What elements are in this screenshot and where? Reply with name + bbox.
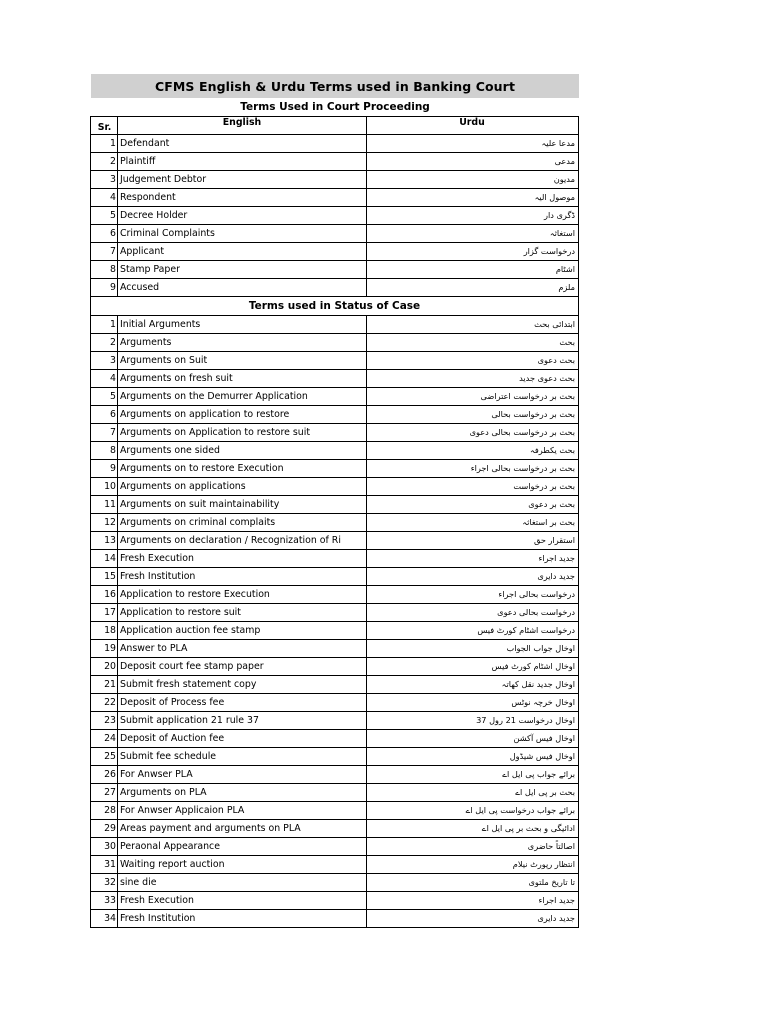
row-urdu-term: جدید اجراء	[367, 892, 579, 910]
row-sr-number: 4	[91, 189, 118, 207]
table-row	[91, 352, 579, 370]
row-sr-number: 9	[91, 460, 118, 478]
table-row	[91, 766, 579, 784]
row-english-term: Fresh Institution	[118, 910, 367, 928]
row-english-term: Waiting report auction	[118, 856, 367, 874]
row-sr-number: 12	[91, 514, 118, 532]
row-english-term: Initial Arguments	[118, 316, 367, 334]
row-urdu-term: بحث بر دعوی	[367, 496, 579, 514]
table-row	[91, 658, 579, 676]
row-urdu-term: مدیون	[367, 171, 579, 189]
row-urdu-term: جدید دایری	[367, 568, 579, 586]
row-sr-number: 29	[91, 820, 118, 838]
row-english-term: Arguments on PLA	[118, 784, 367, 802]
row-urdu-term: مدعا علیہ	[367, 135, 579, 153]
terms-sheet	[91, 74, 579, 928]
row-english-term: Arguments on criminal complaits	[118, 514, 367, 532]
row-sr-number: 3	[91, 352, 118, 370]
row-urdu-term: برائے جواب پی ایل اے	[367, 766, 579, 784]
row-english-term: For Anwser Applicaion PLA	[118, 802, 367, 820]
table-row	[91, 316, 579, 334]
table-row	[91, 802, 579, 820]
row-sr-number: 23	[91, 712, 118, 730]
row-urdu-term: ابتدائی بحث	[367, 316, 579, 334]
row-urdu-term: اوخال درخواست 21 رول 37	[367, 712, 579, 730]
row-sr-number: 26	[91, 766, 118, 784]
row-sr-number: 18	[91, 622, 118, 640]
table-row	[91, 243, 579, 261]
table-row	[91, 910, 579, 928]
row-urdu-term: بحث بر استغاثہ	[367, 514, 579, 532]
table-row	[91, 550, 579, 568]
table-row	[91, 514, 579, 532]
row-english-term: Arguments on suit maintainability	[118, 496, 367, 514]
row-urdu-term: اشٹام	[367, 261, 579, 279]
row-urdu-term: استقرار حق	[367, 532, 579, 550]
column-header-urdu: Urdu	[367, 117, 579, 135]
row-sr-number: 2	[91, 153, 118, 171]
row-sr-number: 19	[91, 640, 118, 658]
row-english-term: Applicant	[118, 243, 367, 261]
row-urdu-term: اوخال خرچہ نوٹس	[367, 694, 579, 712]
row-sr-number: 11	[91, 496, 118, 514]
row-urdu-term: اوخال جواب الجواب	[367, 640, 579, 658]
row-sr-number: 6	[91, 225, 118, 243]
row-urdu-term: جدید اجراء	[367, 550, 579, 568]
row-sr-number: 22	[91, 694, 118, 712]
table-row	[91, 334, 579, 352]
row-sr-number: 14	[91, 550, 118, 568]
row-sr-number: 13	[91, 532, 118, 550]
row-urdu-term: برائے جواب درخواست پی ایل اے	[367, 802, 579, 820]
row-english-term: Arguments on the Demurrer Application	[118, 388, 367, 406]
table-row	[91, 225, 579, 243]
table-row	[91, 279, 579, 297]
row-urdu-term: بحث یکطرفہ	[367, 442, 579, 460]
table-row	[91, 153, 579, 171]
row-urdu-term: بحث دعوی	[367, 352, 579, 370]
row-sr-number: 27	[91, 784, 118, 802]
row-english-term: Deposit of Process fee	[118, 694, 367, 712]
table-row	[91, 478, 579, 496]
row-sr-number: 9	[91, 279, 118, 297]
table-row	[91, 568, 579, 586]
table-row	[91, 370, 579, 388]
row-sr-number: 4	[91, 370, 118, 388]
row-english-term: Decree Holder	[118, 207, 367, 225]
row-english-term: Arguments on Suit	[118, 352, 367, 370]
document-title: CFMS English & Urdu Terms used in Banking Court	[91, 74, 579, 98]
table-row	[91, 261, 579, 279]
table-row	[91, 676, 579, 694]
row-english-term: Submit application 21 rule 37	[118, 712, 367, 730]
row-english-term: Application to restore Execution	[118, 586, 367, 604]
row-english-term: Application auction fee stamp	[118, 622, 367, 640]
row-sr-number: 28	[91, 802, 118, 820]
table-row	[91, 135, 579, 153]
row-sr-number: 32	[91, 874, 118, 892]
row-english-term: Criminal Complaints	[118, 225, 367, 243]
row-english-term: Arguments on fresh suit	[118, 370, 367, 388]
row-urdu-term: درخواست اشٹام کورٹ فیس	[367, 622, 579, 640]
table-row	[91, 712, 579, 730]
row-sr-number: 5	[91, 207, 118, 225]
table-row	[91, 640, 579, 658]
row-english-term: Fresh Execution	[118, 550, 367, 568]
row-english-term: Application to restore suit	[118, 604, 367, 622]
row-english-term: Peraonal Appearance	[118, 838, 367, 856]
row-english-term: Arguments on Application to restore suit	[118, 424, 367, 442]
row-sr-number: 8	[91, 261, 118, 279]
row-english-term: Judgement Debtor	[118, 171, 367, 189]
row-urdu-term: اوخال اشٹام کورٹ فیس	[367, 658, 579, 676]
row-urdu-term: بحث	[367, 334, 579, 352]
row-english-term: Answer to PLA	[118, 640, 367, 658]
row-sr-number: 15	[91, 568, 118, 586]
table-row	[91, 874, 579, 892]
row-sr-number: 20	[91, 658, 118, 676]
table-row	[91, 892, 579, 910]
row-urdu-term: جدید دایری	[367, 910, 579, 928]
row-urdu-term: درخواست بحالی دعوی	[367, 604, 579, 622]
row-sr-number: 1	[91, 316, 118, 334]
row-urdu-term: ملزم	[367, 279, 579, 297]
row-urdu-term: تا تاریخ ملتوی	[367, 874, 579, 892]
row-sr-number: 24	[91, 730, 118, 748]
row-sr-number: 31	[91, 856, 118, 874]
row-english-term: Submit fee schedule	[118, 748, 367, 766]
row-urdu-term: اوخال فیس شیڈول	[367, 748, 579, 766]
row-english-term: Fresh Institution	[118, 568, 367, 586]
table-row	[91, 442, 579, 460]
row-sr-number: 30	[91, 838, 118, 856]
row-sr-number: 3	[91, 171, 118, 189]
row-urdu-term: انتظار رپورٹ نیلام	[367, 856, 579, 874]
row-sr-number: 17	[91, 604, 118, 622]
table-row	[91, 784, 579, 802]
table-row	[91, 856, 579, 874]
row-sr-number: 25	[91, 748, 118, 766]
table-row	[91, 388, 579, 406]
row-urdu-term: بحث بر پی ایل اے	[367, 784, 579, 802]
row-english-term: Arguments on declaration / Recognization of Ri	[118, 532, 367, 550]
table-row	[91, 604, 579, 622]
row-sr-number: 34	[91, 910, 118, 928]
column-header-english: English	[118, 117, 367, 135]
row-urdu-term: ڈگری دار	[367, 207, 579, 225]
row-english-term: For Anwser PLA	[118, 766, 367, 784]
terms-table	[90, 116, 579, 928]
row-sr-number: 21	[91, 676, 118, 694]
row-urdu-term: بحث دعوی جدید	[367, 370, 579, 388]
table-row	[91, 460, 579, 478]
row-urdu-term: بحث بر درخواست بحالی دعوی	[367, 424, 579, 442]
row-urdu-term: موصول الیہ	[367, 189, 579, 207]
row-english-term: Arguments one sided	[118, 442, 367, 460]
row-sr-number: 7	[91, 243, 118, 261]
row-urdu-term: بحث بر درخواست	[367, 478, 579, 496]
row-urdu-term: درخواست گزار	[367, 243, 579, 261]
row-english-term: Accused	[118, 279, 367, 297]
row-sr-number: 6	[91, 406, 118, 424]
table-row	[91, 730, 579, 748]
table-row	[91, 171, 579, 189]
table-row	[91, 496, 579, 514]
row-sr-number: 7	[91, 424, 118, 442]
row-urdu-term: ادائیگی و بحث بر پی ایل اے	[367, 820, 579, 838]
row-english-term: Areas payment and arguments on PLA	[118, 820, 367, 838]
row-urdu-term: اوخال جدید نقل کھاتہ	[367, 676, 579, 694]
row-urdu-term: بحث بر درخواست اعتراضی	[367, 388, 579, 406]
row-urdu-term: مدعی	[367, 153, 579, 171]
row-sr-number: 1	[91, 135, 118, 153]
row-urdu-term: اوخال فیس آکشن	[367, 730, 579, 748]
table-row	[91, 622, 579, 640]
row-urdu-term: اصالتاً حاضری	[367, 838, 579, 856]
row-sr-number: 16	[91, 586, 118, 604]
row-english-term: Respondent	[118, 189, 367, 207]
row-english-term: Arguments on application to restore	[118, 406, 367, 424]
row-english-term: Defendant	[118, 135, 367, 153]
section-title-court-proceeding: Terms Used in Court Proceeding	[240, 101, 430, 113]
section-title-status-of-case: Terms used in Status of Case	[91, 297, 579, 316]
row-english-term: Fresh Execution	[118, 892, 367, 910]
row-sr-number: 10	[91, 478, 118, 496]
row-sr-number: 2	[91, 334, 118, 352]
row-english-term: Deposit of Auction fee	[118, 730, 367, 748]
row-english-term: Deposit court fee stamp paper	[118, 658, 367, 676]
row-english-term: Stamp Paper	[118, 261, 367, 279]
row-english-term: Plaintiff	[118, 153, 367, 171]
row-sr-number: 8	[91, 442, 118, 460]
table-header-row	[91, 117, 579, 135]
column-header-sr: Sr.	[91, 117, 118, 135]
row-english-term: Arguments	[118, 334, 367, 352]
table-row	[91, 189, 579, 207]
table-row	[91, 586, 579, 604]
table-row	[91, 424, 579, 442]
row-english-term: sine die	[118, 874, 367, 892]
table-row	[91, 820, 579, 838]
table-row	[91, 748, 579, 766]
section-row	[91, 297, 579, 316]
row-english-term: Arguments on to restore Execution	[118, 460, 367, 478]
row-urdu-term: بحث بر درخواست بحالی	[367, 406, 579, 424]
table-row	[91, 694, 579, 712]
table-row	[91, 207, 579, 225]
row-english-term: Submit fresh statement copy	[118, 676, 367, 694]
table-row	[91, 406, 579, 424]
row-urdu-term: استغاثہ	[367, 225, 579, 243]
table-row	[91, 532, 579, 550]
row-urdu-term: درخواست بحالی اجراء	[367, 586, 579, 604]
row-english-term: Arguments on applications	[118, 478, 367, 496]
row-sr-number: 33	[91, 892, 118, 910]
table-row	[91, 838, 579, 856]
row-urdu-term: بحث بر درخواست بحالی اجراء	[367, 460, 579, 478]
row-sr-number: 5	[91, 388, 118, 406]
